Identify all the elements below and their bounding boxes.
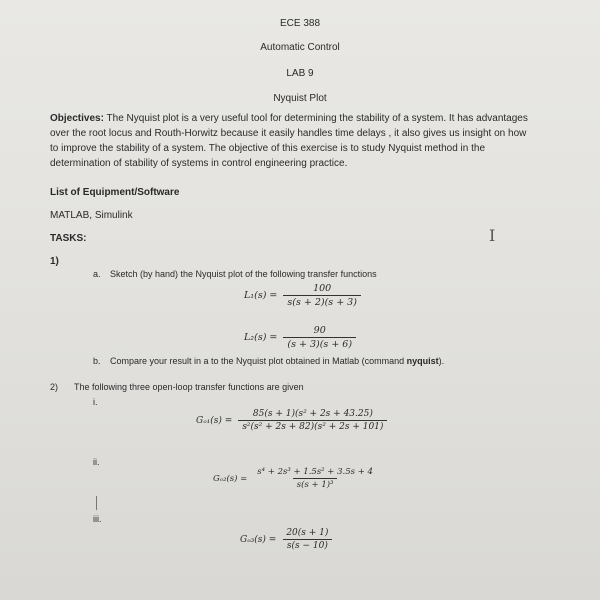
objectives-text: The Nyquist plot is a very useful tool for determining the stability of a system. It has advantages over the root locus and Routh-Horwitz because it easily handles time delays , it also gives us insight on how to improve the stability of a system. The objective of this exercise is to study Nyquist method in the determination of stability of systems in control engineering practice.: [50, 113, 528, 169]
equation-L1-lhs: L₁(s) =: [244, 290, 278, 301]
equation-G3-denominator: s(s − 10): [283, 539, 332, 551]
equation-G3-lhs: Gₒ₃(s) =: [240, 534, 277, 545]
equation-G2-denominator: s(s + 1)³: [293, 478, 338, 490]
task1b-label: b.: [93, 356, 101, 366]
task2-iii-label: iii.: [93, 514, 102, 524]
equation-L1-denominator: s(s + 2)(s + 3): [283, 295, 361, 308]
equation-L2: [244, 325, 356, 350]
equation-L2-lhs: L₂(s) =: [244, 332, 278, 343]
task1a-label: a.: [93, 269, 101, 279]
task1b-command: nyquist: [406, 356, 439, 366]
equation-L1-numerator: 100: [313, 283, 332, 294]
equipment-item: MATLAB, Simulink: [50, 210, 133, 221]
lab-number: LAB 9: [286, 68, 314, 79]
page-title: Nyquist Plot: [273, 93, 327, 104]
equation-G1: [196, 409, 387, 432]
equation-L2-numerator: 90: [313, 325, 326, 336]
task2-text: The following three open-loop transfer functions are given: [74, 382, 304, 392]
equation-G3-numerator: 20(s + 1): [286, 528, 329, 538]
equation-L1: [244, 283, 361, 308]
objectives-paragraph: [50, 111, 528, 171]
course-code: ECE 388: [279, 18, 321, 29]
task2-i-label: i.: [93, 397, 98, 407]
equation-G2: [213, 467, 377, 490]
margin-mark: [96, 496, 97, 510]
task1b-text-end: ).: [438, 356, 445, 366]
equation-G1-denominator: s²(s² + 2s + 82)(s² + 2s + 101): [238, 420, 387, 432]
task2-number: 2): [50, 382, 59, 392]
equation-G2-lhs: Gₒ₂(s) =: [213, 473, 248, 484]
text-cursor-icon: I: [489, 226, 496, 245]
equation-L2-denominator: (s + 3)(s + 6): [283, 337, 356, 350]
objectives-label: Objectives:: [50, 113, 104, 124]
tasks-heading: TASKS:: [50, 233, 87, 244]
course-subject: Automatic Control: [260, 42, 340, 53]
task1-number: 1): [50, 256, 59, 267]
equipment-heading: List of Equipment/Software: [50, 187, 180, 198]
equation-G1-lhs: Gₒ₁(s) =: [196, 415, 233, 426]
equation-G1-numerator: 85(s + 1)(s² + 2s + 43.25): [252, 409, 373, 419]
equation-G3: [240, 528, 332, 551]
task1a-text: Sketch (by hand) the Nyquist plot of the following transfer functions: [110, 269, 377, 279]
task1b-text-main: Compare your result in a to the Nyquist plot obtained in Matlab (command: [110, 356, 407, 366]
equation-G2-numerator: s⁴ + 2s³ + 1.5s² + 3.5s + 4: [257, 467, 373, 477]
task1b-text: [110, 356, 444, 366]
task2-ii-label: ii.: [93, 457, 100, 467]
